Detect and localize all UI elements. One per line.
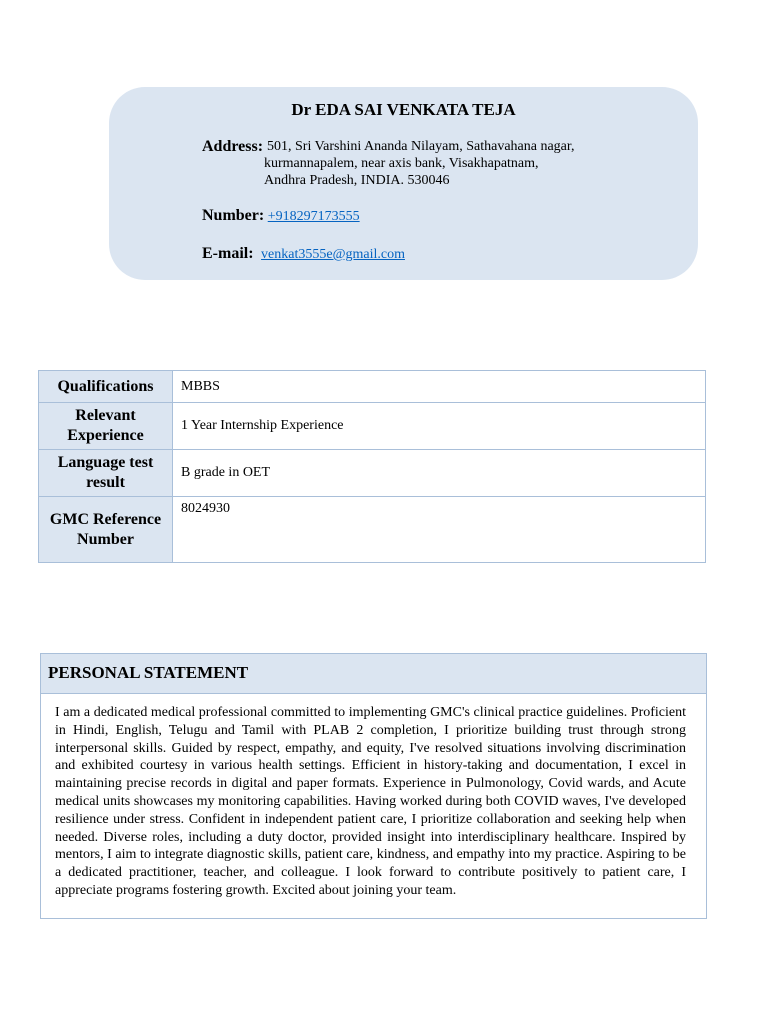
phone-block [202, 207, 360, 225]
address-line: Andhra Pradesh, INDIA. 530046 [264, 173, 450, 188]
row-label: Relevant Experience [39, 403, 173, 450]
number-label: Number: [202, 207, 265, 224]
row-label: Qualifications [39, 371, 173, 403]
personal-statement-body: I am a dedicated medical professional committed to implementing GMC's clinical practice guidelines. Proficient in Hindi, English, Telugu and Tamil with PLAB 2 completion, I prioritize building trust through strong interpersonal skills. Guided by respect, empathy, and equity, I've resolved situations involving discrimination and exhibited courtesy in various health settings. Efficient in history-taking and documentation, I excel in maintaining precise records in digital and paper formats. Experience in Pulmonology, Covid wards, and Acute medical units showcases my monitoring capabilities. Having worked during both COVID waves, I've developed resilience under stress. Confident in independent patient care, I prioritize collaboration and seeking help when needed. Diverse roles, including a duty doctor, provided insight into interdisciplinary healthcare. Inspired by mentors, I aim to integrate diagnostic skills, patient care, kindness, and empathy into my practice. Aspiring to be a dedicated practitioner, teacher, and colleague. I look forward to contribute positively to patient care, I appreciate programs fostering growth. Excited about joining your team. [55, 705, 686, 898]
row-value: 1 Year Internship Experience [173, 403, 706, 450]
email-link[interactable]: venkat3555e@gmail.com [261, 247, 405, 262]
address-label: Address: [202, 138, 264, 155]
table-row [39, 497, 706, 563]
email-block [202, 245, 405, 263]
contact-header [109, 87, 698, 280]
personal-statement-title: PERSONAL STATEMENT [41, 654, 706, 694]
row-value: B grade in OET [173, 450, 706, 497]
candidate-name: Dr EDA SAI VENKATA TEJA [291, 100, 516, 119]
email-label: E-mail: [202, 245, 254, 262]
table-row [39, 371, 706, 403]
row-label: GMC Reference Number [39, 497, 173, 563]
qualifications-table [38, 370, 706, 563]
row-value: 8024930 [173, 497, 706, 563]
table-row [39, 403, 706, 450]
row-label: Language test result [39, 450, 173, 497]
address-block [202, 138, 575, 188]
row-value: MBBS [173, 371, 706, 403]
address-lines [264, 138, 664, 189]
address-line: kurmannapalem, near axis bank, Visakhapatnam, [264, 156, 539, 171]
personal-statement-section [40, 653, 707, 919]
address-line: 501, Sri Varshini Ananda Nilayam, Sathavahana nagar, [267, 139, 575, 154]
phone-link[interactable]: +918297173555 [267, 209, 360, 224]
table-row [39, 450, 706, 497]
